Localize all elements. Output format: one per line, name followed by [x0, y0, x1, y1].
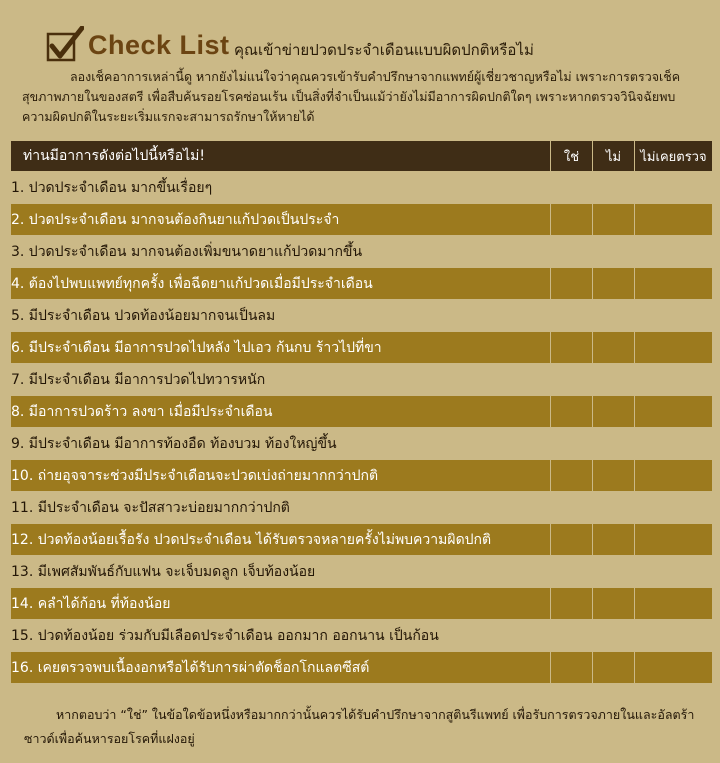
symptom-question: 16. เคยตรวจพบเนื้องอกหรือได้รับการผ่าตัดช็อกโกแลตซีสต์: [11, 652, 551, 684]
table-row: [11, 620, 713, 652]
no-checkbox[interactable]: [593, 204, 635, 236]
table-header-row: [11, 141, 713, 172]
symptom-question: 14. คลำได้ก้อน ที่ท้องน้อย: [11, 588, 551, 620]
symptom-question: 1. ปวดประจำเดือน มากขึ้นเรื่อยๆ: [11, 172, 551, 204]
never-checked-checkbox[interactable]: [635, 172, 713, 204]
no-checkbox[interactable]: [593, 396, 635, 428]
symptom-checklist-table: [10, 140, 713, 684]
no-checkbox[interactable]: [593, 588, 635, 620]
yes-checkbox[interactable]: [551, 460, 593, 492]
yes-checkbox[interactable]: [551, 652, 593, 684]
yes-checkbox[interactable]: [551, 172, 593, 204]
never-checked-checkbox[interactable]: [635, 204, 713, 236]
no-checkbox[interactable]: [593, 236, 635, 268]
never-checked-checkbox[interactable]: [635, 268, 713, 300]
header: [0, 0, 720, 140]
never-checked-checkbox[interactable]: [635, 588, 713, 620]
never-checked-checkbox[interactable]: [635, 620, 713, 652]
never-checked-checkbox[interactable]: [635, 300, 713, 332]
never-checked-checkbox[interactable]: [635, 556, 713, 588]
table-row: [11, 332, 713, 364]
symptom-question: 9. มีประจำเดือน มีอาการท้องอืด ท้องบวม ท้องใหญ่ขึ้น: [11, 428, 551, 460]
table-row: [11, 236, 713, 268]
never-checked-checkbox[interactable]: [635, 492, 713, 524]
yes-checkbox[interactable]: [551, 364, 593, 396]
page-title: Check List: [88, 30, 230, 60]
yes-checkbox[interactable]: [551, 268, 593, 300]
never-checked-checkbox[interactable]: [635, 396, 713, 428]
no-checkbox[interactable]: [593, 332, 635, 364]
question-header: ท่านมีอาการดังต่อไปนี้หรือไม่!: [11, 141, 551, 172]
table-row: [11, 396, 713, 428]
footer: [0, 683, 720, 763]
no-checkbox[interactable]: [593, 556, 635, 588]
no-checkbox[interactable]: [593, 460, 635, 492]
no-checkbox[interactable]: [593, 652, 635, 684]
symptom-question: 11. มีประจำเดือน จะปัสสาวะบ่อยมากกว่าปกติ: [11, 492, 551, 524]
table-row: [11, 172, 713, 204]
yes-checkbox[interactable]: [551, 396, 593, 428]
yes-checkbox[interactable]: [551, 620, 593, 652]
intro-paragraph: ลองเช็คอาการเหล่านี้ดู หากยังไม่แน่ใจว่าคุณควรเข้ารับคำปรึกษาจากแพทย์ผู้เชี่ยวชาญหรือไม่ เพราะการตรวจเช็คสุขภาพภายในของสตรี เพื่อสืบค้นรอยโรคซ่อนเร้น เป็นสิ่งที่จำเป็นแม้ว่ายังไม่มีอาการผิดปกติใดๆ เพราะหากตรวจวินิจฉัยพบความผิดปกติในระยะเริ่มแรกจะสามารถรักษาให้หายได้: [22, 69, 681, 124]
no-checkbox[interactable]: [593, 300, 635, 332]
no-checkbox[interactable]: [593, 492, 635, 524]
table-row: [11, 556, 713, 588]
no-checkbox[interactable]: [593, 620, 635, 652]
symptom-question: 10. ถ่ายอุจจาระช่วงมีประจำเดือนจะปวดเบ่งถ่ายมากกว่าปกติ: [11, 460, 551, 492]
yes-checkbox[interactable]: [551, 236, 593, 268]
yes-checkbox[interactable]: [551, 300, 593, 332]
table-row: [11, 588, 713, 620]
no-checkbox[interactable]: [593, 524, 635, 556]
symptom-question: 5. มีประจำเดือน ปวดท้องน้อยมากจนเป็นลม: [11, 300, 551, 332]
no-checkbox[interactable]: [593, 172, 635, 204]
never-checked-checkbox[interactable]: [635, 236, 713, 268]
table-row: [11, 204, 713, 236]
symptom-question: 6. มีประจำเดือน มีอาการปวดไปหลัง ไปเอว ก้นกบ ร้าวไปที่ขา: [11, 332, 551, 364]
yes-checkbox[interactable]: [551, 556, 593, 588]
yes-checkbox[interactable]: [551, 492, 593, 524]
no-checkbox[interactable]: [593, 364, 635, 396]
symptom-question: 2. ปวดประจำเดือน มากจนต้องกินยาแก้ปวดเป็นประจำ: [11, 204, 551, 236]
checklist-rows: [11, 172, 713, 684]
table-row: [11, 460, 713, 492]
never-checked-checkbox[interactable]: [635, 460, 713, 492]
symptom-question: 4. ต้องไปพบแพทย์ทุกครั้ง เพื่อฉีดยาแก้ปวดเมื่อมีประจำเดือน: [11, 268, 551, 300]
symptom-question: 3. ปวดประจำเดือน มากจนต้องเพิ่มขนาดยาแก้ปวดมากขึ้น: [11, 236, 551, 268]
never-checked-checkbox[interactable]: [635, 332, 713, 364]
yes-checkbox[interactable]: [551, 428, 593, 460]
never-checked-checkbox[interactable]: [635, 652, 713, 684]
symptom-question: 8. มีอาการปวดร้าว ลงขา เมื่อมีประจำเดือน: [11, 396, 551, 428]
no-checkbox[interactable]: [593, 268, 635, 300]
never-checked-header: ไม่เคยตรวจ: [635, 141, 713, 172]
footer-advice: หากตอบว่า “ใช่” ในข้อใดข้อหนึ่งหรือมากกว่านั้นควรได้รับคำปรึกษาจากสูตินรีแพทย์ เพื่อรับการตรวจภายในและอัลตร้าซาวด์เพื่อค้นหารอยโรคที่แฝงอยู่: [24, 707, 695, 746]
yes-checkbox[interactable]: [551, 204, 593, 236]
table-row: [11, 268, 713, 300]
symptom-question: 12. ปวดท้องน้อยเรื้อรัง ปวดประจำเดือน ได้รับตรวจหลายครั้งไม่พบความผิดปกติ: [11, 524, 551, 556]
table-row: [11, 652, 713, 684]
table-row: [11, 428, 713, 460]
checkbox-check-icon: [44, 26, 84, 66]
yes-header: ใช่: [551, 141, 593, 172]
never-checked-checkbox[interactable]: [635, 428, 713, 460]
yes-checkbox[interactable]: [551, 332, 593, 364]
never-checked-checkbox[interactable]: [635, 364, 713, 396]
page-subtitle: คุณเข้าข่ายปวดประจำเดือนแบบผิดปกติหรือไม่: [234, 41, 534, 59]
symptom-question: 13. มีเพศสัมพันธ์กับแฟน จะเจ็บมดลูก เจ็บท้องน้อย: [11, 556, 551, 588]
symptom-question: 15. ปวดท้องน้อย ร่วมกับมีเลือดประจำเดือน ออกมาก ออกนาน เป็นก้อน: [11, 620, 551, 652]
table-row: [11, 364, 713, 396]
no-checkbox[interactable]: [593, 428, 635, 460]
yes-checkbox[interactable]: [551, 524, 593, 556]
symptom-question: 7. มีประจำเดือน มีอาการปวดไปทวารหนัก: [11, 364, 551, 396]
table-row: [11, 524, 713, 556]
never-checked-checkbox[interactable]: [635, 524, 713, 556]
table-row: [11, 300, 713, 332]
no-header: ไม่: [593, 141, 635, 172]
yes-checkbox[interactable]: [551, 588, 593, 620]
table-row: [11, 492, 713, 524]
